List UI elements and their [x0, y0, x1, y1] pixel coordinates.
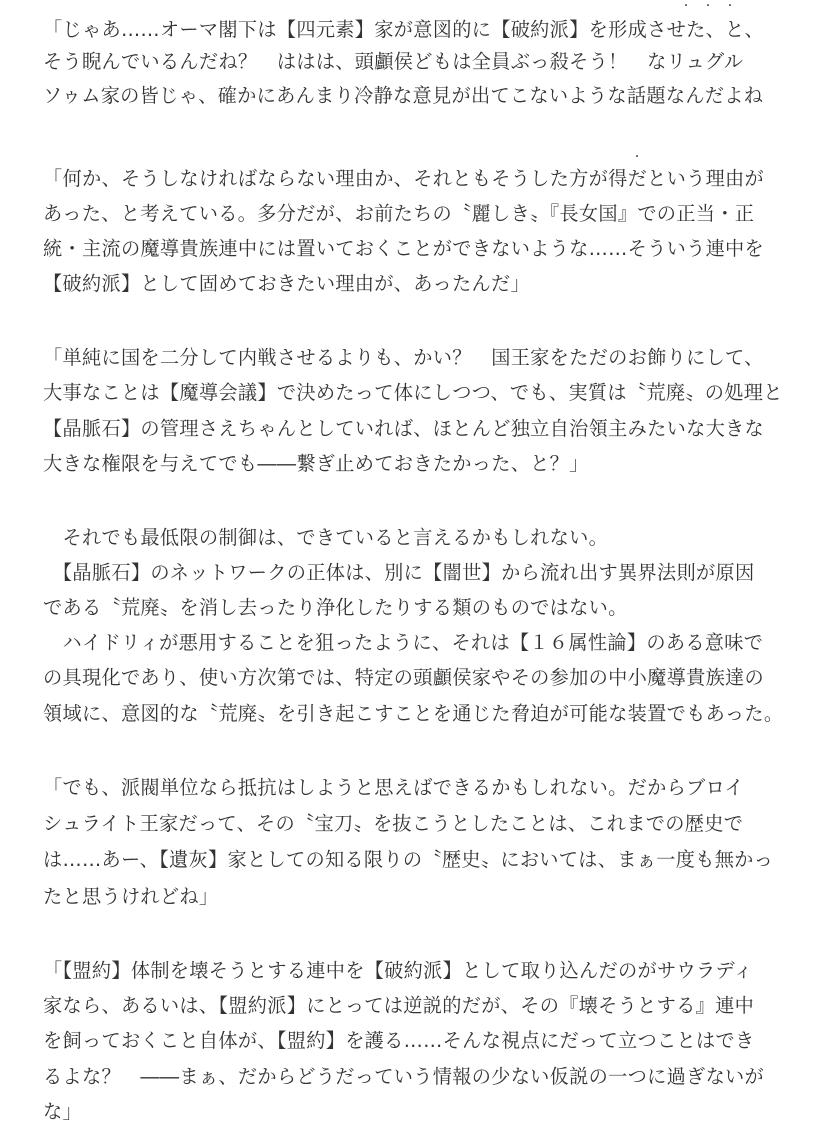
text-line: 【晶脈石】の管理さえちゃんとしていれば、ほとんど独立自治領主みたいな大きな [43, 417, 765, 440]
text-line: の具現化であり、使い方次第では、特定の頭顱侯家やその参加の中小魔導貴族達の [43, 666, 765, 689]
emphasis-dots: ・・・ [681, 1, 747, 12]
text-line: を飼っておくこと自体が、【盟約】を護る……そんな視点にだって立つことはでき [43, 1029, 755, 1052]
text-line: 【晶脈石】のネットワークの正体は、別に【闇世】から流れ出す異界法則が原因 [43, 561, 755, 584]
text-line: 【破約派】として固めておきたい理由が、あったんだ」 [43, 272, 530, 295]
text-line: は……あー、【遺灰】家としての知る限りの〝歴史〟においては、まぁ一度も無かっ [43, 848, 774, 871]
text-line: あった、と考えている。多分だが、お前たちの〝麗しき〟『長女国』での正当・正 [43, 202, 755, 225]
text-line: ハイドリィが悪用することを狙ったように、それは【１６属性論】のある意味で [43, 631, 764, 654]
text-line: るよな？ ――まぁ、だからどうだっていう情報の少ない仮説の一つに過ぎないが [43, 1065, 765, 1088]
text-line: たと思うけれどね」 [43, 885, 219, 908]
text-line: 領域に、意図的な〝荒廃〟を引き起こすことを通じた脅迫が可能な装置でもあった。 [43, 702, 784, 725]
text-line: 統・主流の魔導貴族連中には置いておくことができないような……そういう連中を [43, 237, 765, 260]
text-line: それでも最低限の制御は、できていると言えるかもしれない。 [43, 526, 609, 549]
text-line: 「何か、そうしなければならない理由か、それともそうした方が得だという理由が [43, 167, 765, 190]
text-line: そう睨んでいるんだね？ ははは、頭顱侯どもは全員ぶっ殺そう！ なリュグル [43, 50, 744, 73]
text-line: 大事なことは【魔導会議】で決めたって体にしつつ、でも、実質は〝荒廃〟の処理と [43, 381, 783, 404]
text-line: 「でも、派閥単位なら抵抗はしようと思えばできるかもしれない。だからブロイ [43, 776, 744, 799]
text-line: 大きな権限を与えてでも――繋ぎ止めておきたかった、と？」 [43, 452, 589, 475]
text-line: 「じゃあ……オーマ閣下は【四元素】家が意図的に【破約派】を形成させた、と、 [43, 18, 765, 41]
text-line: ソゥム家の皆じゃ、確かにあんまり冷静な意見が出てこないような話題なんだよね [43, 84, 764, 107]
text-line: である〝荒廃〟を消し去ったり浄化したりする類のものではない。 [43, 596, 628, 619]
text-line: な」 [43, 1100, 82, 1123]
text-line: 「単純に国を二分して内戦させるよりも、かい？ 国王家をただのお飾りにして、 [43, 346, 764, 369]
text-line: 「【盟約】体制を壊そうとする連中を【破約派】として取り込んだのがサウラディ [43, 959, 753, 982]
text-line: シュライト王家だって、その〝宝刀〟を抜こうとしたことは、これまでの歴史で [43, 812, 744, 835]
text-line: 家なら、あるいは、【盟約派】にとっては逆説的だが、その『壊そうとする』連中 [43, 994, 755, 1017]
emphasis-dot: ・ [632, 152, 654, 163]
